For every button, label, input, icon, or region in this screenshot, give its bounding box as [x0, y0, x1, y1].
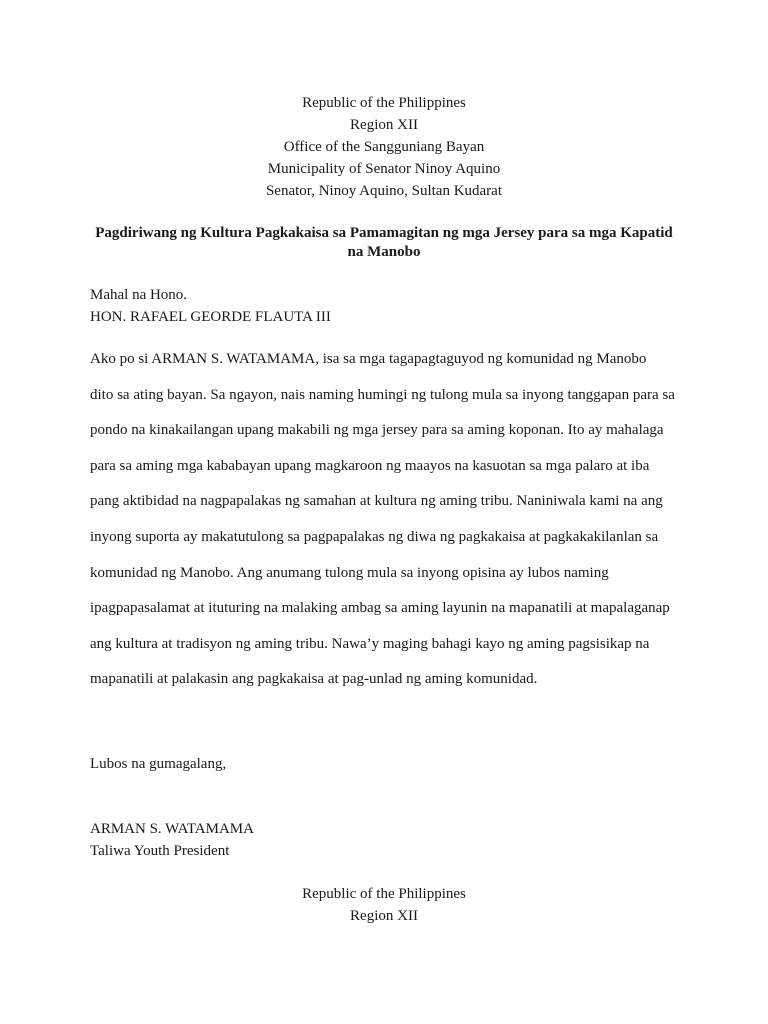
- signature-block: [90, 818, 254, 862]
- letter-title: [88, 224, 680, 262]
- letter-title-line-2: na Manobo: [347, 244, 421, 260]
- body-line: para sa aming mga kababayan upang magkaroon ng maayos na kasuotan sa mga palaro at iba: [90, 457, 650, 474]
- letter-title-line-1: Pagdiriwang ng Kultura Pagkakaisa sa Pamamagitan ng mga Jersey para sa mga Kapatid: [95, 225, 673, 241]
- letterhead-office: Office of the Sangguniang Bayan: [283, 139, 485, 155]
- letter-body: [90, 348, 690, 704]
- body-line: dito sa ating bayan. Sa ngayon, nais naming humingi ng tulong mula sa inyong tanggapan para sa: [90, 386, 675, 403]
- salutation-addressee: HON. RAFAEL GEORDE FLAUTA III: [90, 309, 331, 325]
- body-line: mapanatili at palakasin ang pagkakaisa at pag-unlad ng aming komunidad.: [90, 671, 538, 688]
- next-letterhead-country: Republic of the Philippines: [302, 886, 466, 902]
- signatory-position: Taliwa Youth President: [90, 843, 230, 859]
- signatory-name: ARMAN S. WATAMAMA: [90, 821, 254, 837]
- body-line: inyong suporta ay makatutulong sa pagpapalakas ng diwa ng pagkakaisa at pagkakakilanlan sa: [90, 528, 659, 545]
- body-line: komunidad ng Manobo. Ang anumang tulong mula sa inyong opisina ay lubos naming: [90, 564, 609, 581]
- next-letterhead-region: Region XII: [350, 908, 418, 924]
- body-line: pang aktibidad na nagpapalakas ng samahan at kultura ng aming tribu. Naniniwala kami na ang: [90, 493, 663, 510]
- body-line: pondo na kinakailangan upang makabili ng mga jersey para sa aming koponan. Ito ay mahalaga: [90, 422, 664, 439]
- letterhead-region: Region XII: [350, 117, 418, 133]
- salutation: [90, 284, 331, 328]
- letterhead-address: Senator, Ninoy Aquino, Sultan Kudarat: [265, 183, 503, 199]
- salutation-greeting: Mahal na Hono.: [90, 287, 188, 303]
- letterhead-country: Republic of the Philippines: [302, 95, 466, 111]
- next-page-letterhead: [0, 883, 768, 927]
- letterhead-municipality: Municipality of Senator Ninoy Aquino: [267, 161, 501, 177]
- complimentary-close: Lubos na gumagalang,: [90, 756, 227, 772]
- body-line: ipagpapasalamat at ituturing na malaking ambag sa aming layunin na mapanatili at mapalaganap: [90, 600, 670, 617]
- letterhead: [0, 92, 768, 202]
- body-line: Ako po si ARMAN S. WATAMAMA, isa sa mga tagapagtaguyod ng komunidad ng Manobo: [90, 351, 647, 367]
- body-line: ang kultura at tradisyon ng aming tribu. Nawa’y maging bahagi kayo ng aming pagsisikap na: [90, 635, 650, 652]
